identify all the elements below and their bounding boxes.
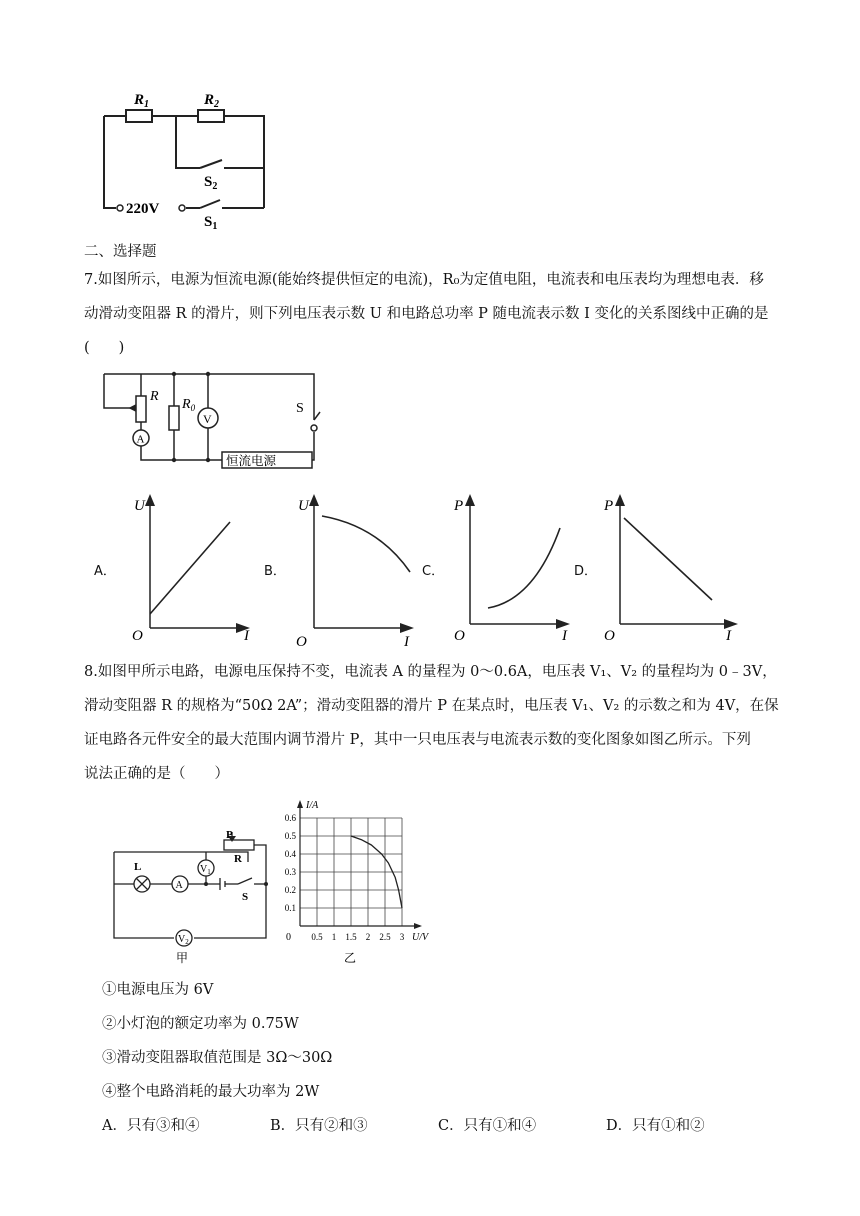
graph-a-origin: O bbox=[132, 628, 143, 642]
option-a-label: A． bbox=[94, 564, 116, 579]
s2-label: $S_2$ bbox=[204, 174, 218, 192]
graph-c-axes bbox=[470, 500, 566, 624]
graph-a-ylabel: U bbox=[134, 498, 145, 514]
q8-line4: 说法正确的是（ ） bbox=[84, 766, 229, 782]
statement-4: ④整个电路消耗的最大功率为 2W bbox=[102, 1084, 320, 1100]
v1-label: $V_1$ bbox=[200, 864, 211, 876]
graph-c-ylabel: P bbox=[454, 498, 464, 514]
q7-option-graphs bbox=[92, 490, 852, 650]
x-tick-label: 3 bbox=[399, 932, 405, 942]
graph-b-arrows bbox=[309, 494, 414, 633]
graph-d bbox=[598, 490, 748, 642]
y-tick-label: 0.3 bbox=[284, 867, 296, 877]
option-d-label: D． bbox=[574, 564, 598, 579]
iv-chart bbox=[276, 796, 446, 968]
option-b-label: B． bbox=[264, 564, 286, 579]
graph-c-origin: O bbox=[454, 628, 465, 642]
x-tick-label: 1 bbox=[331, 932, 337, 942]
q7-r-label: R bbox=[150, 389, 159, 404]
q8-circuit-figure bbox=[108, 826, 276, 966]
y-tick-label: 0.4 bbox=[284, 849, 296, 859]
q8-line2: 滑动变阻器 R 的规格为“50Ω 2A”；滑动变阻器的滑片 P 在某点时，电压表 V₁、V₂ 的示数之和为 4V，在保 bbox=[84, 698, 779, 714]
s1-label: $S_1$ bbox=[204, 214, 218, 230]
q8-line3: 证电路各元件安全的最大范围内调节滑片 P，其中一只电压表与电流表示数的变化图象如图乙所示。下列 bbox=[84, 732, 751, 748]
figure-jia-caption: 甲 bbox=[176, 951, 189, 965]
y-tick-label: 0.6 bbox=[284, 813, 296, 823]
graph-a-curve bbox=[150, 522, 230, 614]
statement-1: ①电源电压为 6V bbox=[102, 982, 214, 998]
option-c[interactable]: C．只有①和④ bbox=[438, 1118, 537, 1134]
q8-r-label: R bbox=[234, 853, 242, 865]
graph-c-arrows bbox=[465, 494, 570, 629]
graph-d-curve bbox=[624, 518, 712, 600]
y-axis-arrow bbox=[297, 800, 303, 808]
q7-r0-label: $R_0$ bbox=[182, 397, 196, 413]
chart-xlabel: U/V bbox=[412, 932, 429, 943]
slider-p-label: P bbox=[226, 829, 233, 841]
voltmeter-label: V bbox=[203, 412, 212, 426]
chart-axes bbox=[297, 800, 422, 929]
graph-a-xlabel: I bbox=[244, 628, 249, 642]
graph-a-arrows bbox=[145, 494, 250, 633]
y-tick-label: 0.1 bbox=[284, 903, 296, 913]
x-axis-arrow bbox=[414, 923, 422, 929]
graph-a bbox=[128, 490, 258, 642]
section-title: 二、选择题 bbox=[84, 244, 157, 260]
x-tick-label: 0.5 bbox=[311, 932, 323, 942]
option-d[interactable]: D．只有①和② bbox=[606, 1118, 705, 1134]
statement-2: ②小灯泡的额定功率为 0.75W bbox=[102, 1016, 299, 1032]
statement-3: ③滑动变阻器取值范围是 3Ω～30Ω bbox=[102, 1050, 333, 1066]
x-tick-label: 2 bbox=[365, 932, 371, 942]
voltage-label: 220V bbox=[126, 201, 160, 217]
chart-grid bbox=[300, 818, 402, 926]
q7-line2: 动滑动变阻器 R 的滑片，则下列电压表示数 U 和电路总功率 P 随电流表示数 I 变化的关系图线中正确的是 bbox=[84, 306, 769, 322]
q8-ammeter-label: A bbox=[175, 880, 183, 891]
x-tick-label: 2.5 bbox=[379, 932, 391, 942]
y-tick-label: 0.2 bbox=[284, 885, 296, 895]
r2-label: $R_2$ bbox=[204, 92, 220, 110]
figure-yi-caption: 乙 bbox=[344, 951, 357, 965]
y-tick-label: 0.5 bbox=[284, 831, 296, 841]
graph-c-xlabel: I bbox=[562, 628, 567, 642]
graph-b-ylabel: U bbox=[298, 498, 309, 514]
graph-d-xlabel: I bbox=[726, 628, 731, 642]
circuit-r1-r2-figure bbox=[96, 88, 276, 230]
q7-line1: 7.如图所示，电源为恒流电源(能始终提供恒定的电流)，R₀为定值电阻，电流表和电压表均为理想电表．移 bbox=[84, 272, 764, 288]
q7-line3: ( ) bbox=[84, 340, 125, 356]
chart-origin-label: 0 bbox=[286, 932, 291, 943]
graph-d-axes bbox=[620, 500, 734, 624]
v2-label: $V_2$ bbox=[178, 934, 189, 946]
lamp-label: L bbox=[134, 861, 142, 873]
chart-ylabel: I/A bbox=[306, 800, 319, 811]
option-a[interactable]: A．只有③和④ bbox=[102, 1118, 200, 1134]
option-b[interactable]: B．只有②和③ bbox=[270, 1118, 368, 1134]
chart-ticks bbox=[285, 813, 405, 942]
graph-b-xlabel: I bbox=[404, 634, 409, 648]
q8-switch-label: S bbox=[242, 891, 249, 903]
q8-line1: 8.如图甲所示电路，电源电压保持不变，电流表 A 的量程为 0～0.6A，电压表 V₁、V₂ 的量程均为 0﹣3V， bbox=[84, 664, 777, 680]
graph-b-axes bbox=[314, 500, 410, 628]
ammeter-label: A bbox=[136, 433, 145, 446]
x-tick-label: 1.5 bbox=[345, 932, 357, 942]
graph-b-origin: O bbox=[296, 634, 307, 648]
graph-b-curve bbox=[322, 516, 410, 572]
r1-label: $R_1$ bbox=[134, 92, 150, 110]
constant-current-source-label: 恒流电源 bbox=[226, 454, 277, 468]
graph-c bbox=[448, 490, 578, 642]
option-c-label: C． bbox=[422, 564, 445, 579]
graph-d-arrows bbox=[615, 494, 738, 629]
graph-a-axes bbox=[150, 500, 246, 628]
graph-d-ylabel: P bbox=[604, 498, 614, 514]
q7-circuit-figure bbox=[96, 368, 326, 470]
graph-b bbox=[292, 490, 422, 648]
q7-switch-label: S bbox=[296, 401, 304, 416]
graph-c-curve bbox=[488, 528, 560, 608]
graph-d-origin: O bbox=[604, 628, 615, 642]
